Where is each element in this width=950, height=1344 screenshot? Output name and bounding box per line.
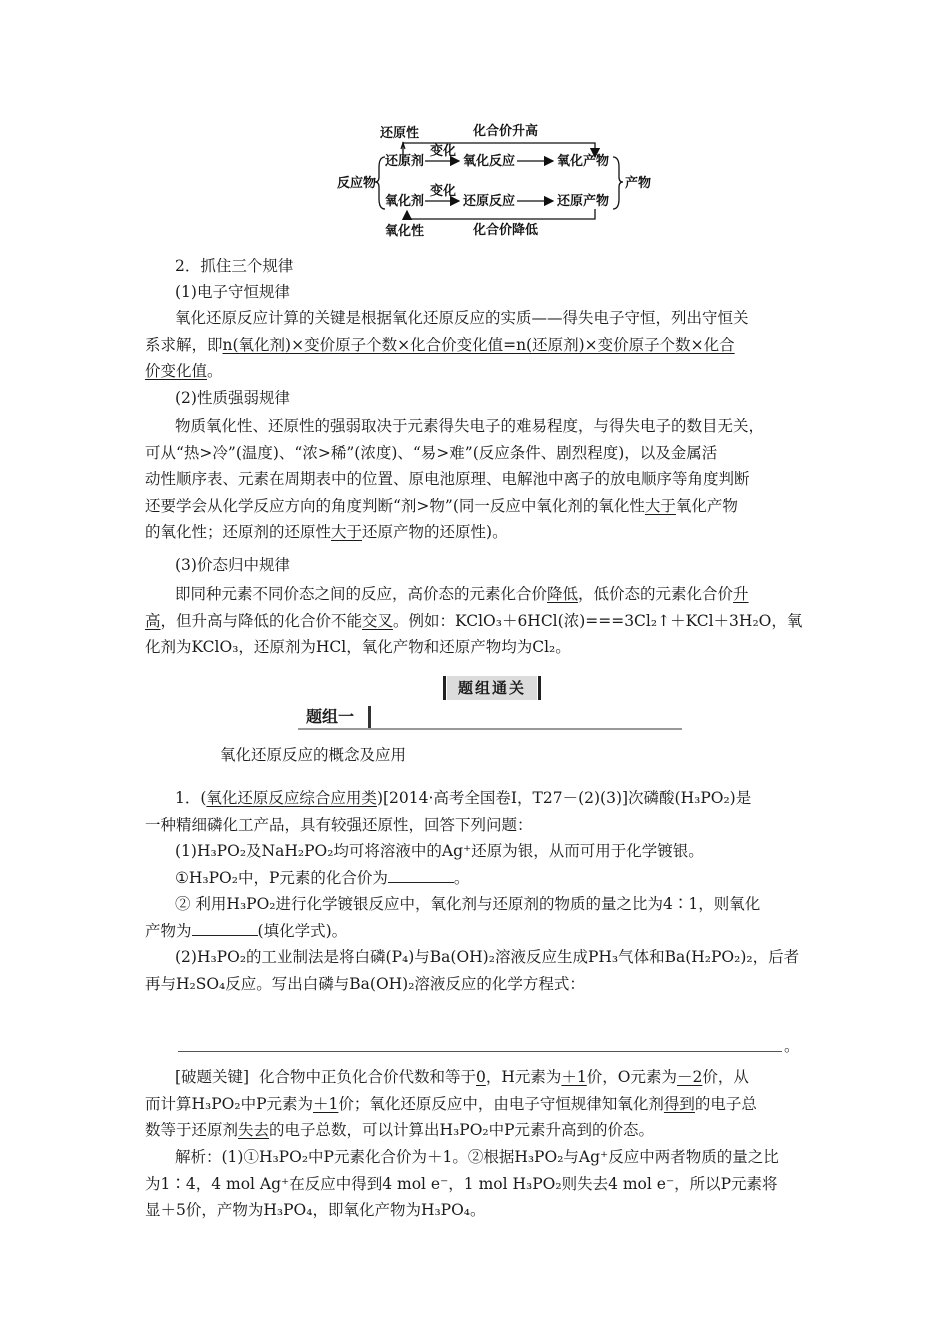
- key-line1: [145, 1064, 810, 1091]
- rule2-line5-b: 还原产物的还原性)。: [362, 523, 508, 541]
- solution-line1: 解析：(1)①H₃PO₂中P元素化合价为＋1。②根据H₃PO₂与Ag⁺反应中两者物质的量之比: [175, 1148, 779, 1166]
- rule2-line1: 物质氧化性、还原性的强弱取决于元素得失电子的难易程度，与得失电子的数目无关，: [175, 417, 765, 435]
- rule2-line4: [145, 493, 810, 520]
- rule1-title: (1)电子守恒规律: [175, 283, 290, 301]
- diagram-reduction-reaction: 还原反应: [463, 194, 516, 209]
- diagram-reactant-label: 反应物: [337, 176, 377, 191]
- rule2-line4-b: 氧化产物: [675, 496, 738, 515]
- rule1-underline-1: n(氧化剂)×变价原子个数×化合价变化值=: [222, 335, 517, 354]
- key-line2-c: 的电子总: [694, 1094, 757, 1113]
- banner-right-bar: [538, 676, 541, 700]
- diagram-oxidant: 氧化剂: [385, 194, 425, 209]
- diagram-oxidation-product: 氧化产物: [557, 154, 610, 169]
- key-line2-b: 价；氧化还原反应中，由电子守恒规律知氧化剂: [338, 1094, 664, 1113]
- question-1: [145, 785, 810, 997]
- rule1-underline-2: n(还原剂)×变价原子个数×化合: [516, 335, 735, 354]
- diagram-product-label: 产物: [625, 176, 652, 191]
- answer-blank-2[interactable]: [192, 921, 258, 936]
- solution-section: [145, 1144, 810, 1224]
- rule1-line3-end: 。: [207, 362, 223, 380]
- group-underline: [298, 728, 682, 730]
- key-underline-1: 0: [475, 1068, 486, 1086]
- q1-line1: [145, 785, 810, 812]
- key-underline-5: 得到: [663, 1094, 695, 1113]
- rule1-body: [145, 305, 810, 385]
- q1-part2-line1: (2)H₃PO₂的工业制法是将白磷(P₄)与Ba(OH)₂溶液反应生成PH₃气体和Ba(H₂PO₂)₂，后者: [175, 948, 800, 966]
- rule3-line1-b: ，低价态的元素化合价: [578, 585, 734, 603]
- key-line1-d: 价，从: [702, 1068, 749, 1086]
- rule2-line5-a: 的氧化性；还原剂的还原性: [145, 523, 332, 541]
- key-underline-4: ＋1: [313, 1094, 339, 1113]
- rule2-underline-1: 大于: [644, 496, 676, 515]
- q1-source: )[2014·高考全国卷Ⅰ，T27－(2)(3)]次磷酸(H₃PO₂)是: [376, 789, 752, 807]
- q1-part1b-text: 产物为: [145, 921, 192, 940]
- solution-line2: 为1∶4，4 mol Ag⁺在反应中得到4 mol e⁻，1 mol H₃PO₂则失去4 mol e⁻，所以P元素将: [145, 1174, 778, 1193]
- q1-part1b-end: (填化学式)。: [257, 921, 348, 940]
- rule3-line1: [145, 581, 810, 608]
- rule3-underline-4: 交叉: [362, 611, 394, 630]
- practice-banner: [443, 676, 541, 700]
- rule3-title: (3)价态归中规律: [175, 556, 290, 574]
- q1-line2: 一种精细磷化工产品，具有较强还原性，回答下列问题：: [145, 815, 533, 834]
- diagram-change-1: 变化: [430, 144, 457, 159]
- rule3-line2-a: ，但升高与降低的化合价不能: [160, 611, 363, 630]
- key-section: [145, 1064, 810, 1144]
- banner-left-bar: [443, 676, 446, 700]
- rule1-line2: [145, 332, 810, 359]
- q1-part1b-line2: [145, 918, 810, 945]
- q1-part1b-line1: ② 利用H₃PO₂进行化学镀银反应中，氧化剂与还原剂的物质的量之比为4∶1，则氧化: [175, 895, 761, 913]
- rule3-line2: [145, 608, 810, 635]
- diagram-top-left: 还原性: [380, 126, 420, 141]
- key-line1-c: 价，O元素为: [586, 1068, 677, 1086]
- answer-line-end: 。: [784, 1037, 800, 1055]
- diagram-bottom-left: 氧化性: [385, 224, 425, 239]
- group-title: 题组一: [306, 707, 355, 726]
- rule3-line2-b: 。例如：KClO₃＋6HCl(浓)===3Cl₂↑＋KCl＋3H₂O，氧: [393, 611, 803, 630]
- q1-part1a-text: ①H₃PO₂中，P元素的化合价为: [175, 868, 388, 887]
- rule2-underline-2: 大于: [331, 523, 363, 541]
- q1-part1a-end: 。: [453, 868, 470, 887]
- rule2-line2: 可从“热>冷”(温度)、“浓>稀”(浓度)、“易>难”(反应条件、剧烈程度)，以及金属活: [145, 443, 718, 462]
- answer-line[interactable]: [178, 1051, 782, 1052]
- key-line2-a: 而计算H₃PO₂中P元素为: [145, 1094, 314, 1113]
- rule2-line4-a: 还要学会从化学反应方向的角度判断“剂>物”(同一反应中氧化剂的氧化性: [145, 496, 645, 515]
- q1-part2-line2: 再与H₂SO₄反应。写出白磷与Ba(OH)₂溶液反应的化学方程式：: [145, 974, 585, 993]
- banner-title: 题组通关: [447, 676, 537, 700]
- key-underline-2: ＋1: [561, 1068, 587, 1086]
- rule3-underline-1: 降低: [547, 585, 579, 603]
- key-underline-6: 失去: [238, 1121, 270, 1139]
- key-line3: [145, 1117, 810, 1144]
- q1-tag: 氧化还原反应综合应用类: [206, 789, 377, 807]
- key-line1-a: 化合物中正负化合价代数和等于: [258, 1068, 476, 1086]
- key-line3-b: 的电子总数，可以计算出H₃PO₂中P元素升高到的价态。: [269, 1121, 655, 1139]
- rule2-line3: 动性顺序表、元素在周期表中的位置、原电池原理、电解池中离子的放电顺序等角度判断: [145, 470, 750, 488]
- diagram-reductant: 还原剂: [385, 154, 425, 169]
- key-line3-a: 数等于还原剂: [145, 1121, 239, 1139]
- rule3-underline-3: 高: [145, 611, 161, 630]
- rule1-line1: 氧化还原反应计算的关键是根据氧化还原反应的实质——得失电子守恒，列出守恒关: [175, 309, 749, 327]
- q1-part1: (1)H₃PO₂及NaH₂PO₂均可将溶液中的Ag⁺还原为银，从而可用于化学镀银。: [175, 842, 704, 860]
- diagram-change-2: 变化: [430, 184, 457, 199]
- key-label: [破题关键]: [175, 1068, 250, 1086]
- group-divider: [368, 706, 371, 728]
- key-line2: [145, 1091, 810, 1118]
- answer-blank-1[interactable]: [388, 868, 454, 883]
- rule2-body: [145, 413, 810, 546]
- section-heading: 2．抓住三个规律: [175, 257, 294, 275]
- rule2-line5: [145, 519, 810, 546]
- diagram-oxidation-reaction: 氧化反应: [463, 154, 516, 169]
- rule2-title: (2)性质强弱规律: [175, 389, 290, 407]
- diagram-bottom-arrow-label: 化合价降低: [473, 223, 539, 238]
- rule1-underline-3: 价变化值: [145, 362, 208, 380]
- group-header: [298, 704, 682, 730]
- q1-part1a: [145, 865, 810, 892]
- rule1-line2-a: 系求解，即: [145, 335, 223, 354]
- solution-line3: 显＋5价，产物为H₃PO₄，即氧化产物为H₃PO₄。: [145, 1201, 486, 1219]
- group-subtitle: 氧化还原反应的概念及应用: [220, 746, 407, 764]
- key-underline-3: －2: [676, 1068, 703, 1086]
- rule3-body: [145, 581, 810, 661]
- rule1-line3: [145, 358, 810, 385]
- redox-concept-diagram: [325, 115, 655, 245]
- key-line1-b: ，H元素为: [485, 1068, 562, 1086]
- rule3-underline-2: 升: [733, 585, 749, 603]
- q1-number: 1．(: [175, 789, 207, 807]
- rule3-line3: 化剂为KClO₃，还原剂为HCl，氧化产物和还原产物均为Cl₂。: [145, 638, 571, 656]
- rule3-line1-a: 即同种元素不同价态之间的反应，高价态的元素化合价: [175, 585, 548, 603]
- diagram-top-arrow-label: 化合价升高: [473, 124, 539, 139]
- diagram-reduction-product: 还原产物: [557, 194, 610, 209]
